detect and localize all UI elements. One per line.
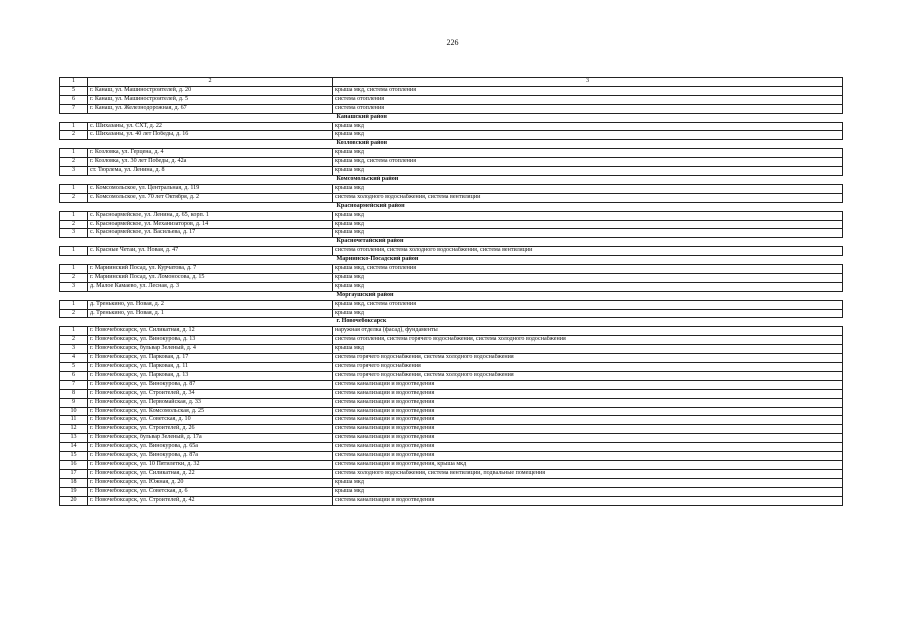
repair-works: крыша мкд [333, 184, 843, 193]
repair-works: крыша мкд [333, 282, 843, 291]
section-spacer [60, 291, 88, 300]
district-title: Красночетайский район [333, 238, 843, 247]
table-row [60, 273, 843, 282]
row-number: 4 [60, 354, 88, 363]
table-row [60, 407, 843, 416]
row-number: 11 [60, 416, 88, 425]
district-title: Комсомольский район [333, 175, 843, 184]
repair-works: крыша мкд, система отопления [333, 86, 843, 95]
section-spacer [60, 238, 88, 247]
section-spacer [88, 318, 333, 327]
column-header-2: 2 [88, 78, 333, 87]
building-address: г. Новочебоксарск, ул. Винокурова, д. 87 [88, 380, 333, 389]
repair-works: крыша мкд [333, 487, 843, 496]
section-spacer [88, 140, 333, 149]
building-address: д. Тренькино, ул. Новая, д. 1 [88, 309, 333, 318]
table-row [60, 398, 843, 407]
table-row [60, 416, 843, 425]
building-address: г. Новочебоксарск, ул. Винокурова, д. 13 [88, 336, 333, 345]
row-number: 2 [60, 336, 88, 345]
repair-works: система канализации и водоотведения [333, 398, 843, 407]
row-number: 16 [60, 460, 88, 469]
district-section-row [60, 113, 843, 122]
repair-works: крыша мкд, система отопления [333, 158, 843, 167]
row-number: 3 [60, 229, 88, 238]
repair-works: система канализации и водоотведения [333, 452, 843, 461]
repair-works: крыша мкд [333, 345, 843, 354]
repair-works: система канализации и водоотведения [333, 425, 843, 434]
building-address: г. Новочебоксарск, ул. Строителей, д. 42 [88, 496, 333, 505]
table-row [60, 460, 843, 469]
building-address: г. Новочебоксарск, ул. Силикатная, д. 22 [88, 469, 333, 478]
section-spacer [88, 256, 333, 265]
row-number: 1 [60, 149, 88, 158]
building-address: с. Шихазаны, ул. СХТ, д. 22 [88, 122, 333, 131]
row-number: 15 [60, 452, 88, 461]
repair-works: система канализации и водоотведения [333, 496, 843, 505]
row-number: 7 [60, 380, 88, 389]
district-section-row [60, 202, 843, 211]
table-row [60, 193, 843, 202]
building-address: г. Мариинский Посад, ул. Ломоносова, д. 15 [88, 273, 333, 282]
table-row [60, 452, 843, 461]
repair-works: система канализации и водоотведения, крыша мкд [333, 460, 843, 469]
building-address: г. Новочебоксарск, ул. Винокурова, д. 65а [88, 443, 333, 452]
building-address: г. Новочебоксарск, ул. Южная, д. 20 [88, 478, 333, 487]
row-number: 6 [60, 95, 88, 104]
row-number: 5 [60, 363, 88, 372]
repair-works: крыша мкд [333, 131, 843, 140]
column-header-1: 1 [60, 78, 88, 87]
building-address: с. Шихазаны, ул. 40 лет Победы, д. 16 [88, 131, 333, 140]
repair-works: система горячего водоснабжения, система холодного водоснабжения [333, 354, 843, 363]
repair-works: крыша мкд [333, 309, 843, 318]
building-address: г. Новочебоксарск, ул. Советская, д. 10 [88, 416, 333, 425]
building-address: г. Канаш, ул. Машиностроителей, д. 20 [88, 86, 333, 95]
repair-works: крыша мкд [333, 122, 843, 131]
page-number: 226 [446, 38, 459, 47]
row-number: 1 [60, 184, 88, 193]
building-address: ст. Тюрлема, ул. Ленина, д. 8 [88, 167, 333, 176]
district-section-row [60, 291, 843, 300]
district-section-row [60, 238, 843, 247]
building-address: г. Новочебоксарск, бульвар Зеленый, д. 4 [88, 345, 333, 354]
building-address: г. Новочебоксарск, ул. Парковая, д. 17 [88, 354, 333, 363]
row-number: 2 [60, 273, 88, 282]
section-spacer [60, 113, 88, 122]
table-row [60, 247, 843, 256]
repair-works: система горячего водоснабжения, система холодного водоснабжения [333, 371, 843, 380]
district-section-row [60, 140, 843, 149]
section-spacer [60, 202, 88, 211]
building-address: г. Новочебоксарск, ул. Парковая, д. 13 [88, 371, 333, 380]
table-row [60, 211, 843, 220]
table-row [60, 184, 843, 193]
building-address: г. Козловка, ул. 30 лет Победы, д. 42а [88, 158, 333, 167]
district-section-row [60, 256, 843, 265]
building-address: д. Малое Камаево, ул. Лесная, д. 3 [88, 282, 333, 291]
row-number: 17 [60, 469, 88, 478]
table-row [60, 86, 843, 95]
repair-works: крыша мкд [333, 478, 843, 487]
district-title: Канашский район [333, 113, 843, 122]
row-number: 5 [60, 86, 88, 95]
table-row [60, 327, 843, 336]
repair-works: крыша мкд [333, 273, 843, 282]
row-number: 10 [60, 407, 88, 416]
repair-works: система отопления, система горячего водоснабжения, система холодного водоснабжения [333, 336, 843, 345]
building-address: с. Красноармейское, ул. Васильева, д. 17 [88, 229, 333, 238]
row-number: 20 [60, 496, 88, 505]
table-row [60, 487, 843, 496]
repair-works: крыша мкд, система отопления [333, 265, 843, 274]
row-number: 14 [60, 443, 88, 452]
repair-works: система отопления [333, 104, 843, 113]
table-row [60, 158, 843, 167]
column-header-3: 3 [333, 78, 843, 87]
building-address: г. Новочебоксарск, ул. Первомайская, д. 33 [88, 398, 333, 407]
repair-works: крыша мкд [333, 211, 843, 220]
section-spacer [60, 140, 88, 149]
building-address: г. Новочебоксарск, ул. Парковая, д. 11 [88, 363, 333, 372]
repair-works: крыша мкд [333, 229, 843, 238]
row-number: 1 [60, 265, 88, 274]
row-number: 1 [60, 122, 88, 131]
table-body [60, 78, 843, 506]
table-row [60, 354, 843, 363]
repair-works: система горячего водоснабжения [333, 363, 843, 372]
table-row [60, 167, 843, 176]
table-header-row [60, 78, 843, 87]
row-number: 2 [60, 309, 88, 318]
building-address: с. Красные Четаи, ул. Новая, д. 47 [88, 247, 333, 256]
row-number: 3 [60, 345, 88, 354]
row-number: 19 [60, 487, 88, 496]
row-number: 1 [60, 247, 88, 256]
building-address: с. Красноармейское, ул. Ленина, д. 65, корп. 1 [88, 211, 333, 220]
table-row [60, 122, 843, 131]
table-row [60, 104, 843, 113]
district-section-row [60, 318, 843, 327]
repair-works: крыша мкд [333, 149, 843, 158]
row-number: 2 [60, 193, 88, 202]
building-address: г. Новочебоксарск, ул. Советская, д. 6 [88, 487, 333, 496]
building-address: г. Канаш, ул. Железнодорожная, д. 67 [88, 104, 333, 113]
table-row [60, 380, 843, 389]
section-spacer [60, 175, 88, 184]
table-row [60, 300, 843, 309]
repair-works: система канализации и водоотведения [333, 416, 843, 425]
repair-works: система отопления, система холодного водоснабжения, система вентиляции [333, 247, 843, 256]
row-number: 12 [60, 425, 88, 434]
district-title: г. Новочебоксарск [333, 318, 843, 327]
repair-works: система отопления [333, 95, 843, 104]
table-row [60, 309, 843, 318]
repair-works: система холодного водоснабжения, система вентиляции, подвальные помещения [333, 469, 843, 478]
repair-works: система канализации и водоотведения [333, 407, 843, 416]
row-number: 1 [60, 327, 88, 336]
table-row [60, 478, 843, 487]
table-row [60, 496, 843, 505]
table-row [60, 220, 843, 229]
row-number: 13 [60, 434, 88, 443]
table-row [60, 469, 843, 478]
building-address: г. Канаш, ул. Машиностроителей, д. 5 [88, 95, 333, 104]
repair-works: наружная отделка (фасад), фундаменты [333, 327, 843, 336]
table-row [60, 336, 843, 345]
repair-works: система канализации и водоотведения [333, 434, 843, 443]
building-address: г. Новочебоксарск, ул. Строителей, д. 34 [88, 389, 333, 398]
district-title: Козловский район [333, 140, 843, 149]
row-number: 7 [60, 104, 88, 113]
table-row [60, 389, 843, 398]
row-number: 9 [60, 398, 88, 407]
row-number: 3 [60, 282, 88, 291]
repair-works: система канализации и водоотведения [333, 443, 843, 452]
section-spacer [88, 113, 333, 122]
row-number: 8 [60, 389, 88, 398]
section-spacer [88, 175, 333, 184]
section-spacer [88, 238, 333, 247]
table-row [60, 425, 843, 434]
district-title: Мариинско-Посадский район [333, 256, 843, 265]
table-row [60, 229, 843, 238]
building-address: г. Новочебоксарск, ул. Комсомольская, д. 25 [88, 407, 333, 416]
building-address: г. Мариинский Посад, ул. Курчатова, д. 7 [88, 265, 333, 274]
table-row [60, 149, 843, 158]
row-number: 1 [60, 300, 88, 309]
building-address: г. Козловка, ул. Герцена, д. 4 [88, 149, 333, 158]
building-address: с. Комсомольское, ул. 70 лет Октября, д. 2 [88, 193, 333, 202]
row-number: 6 [60, 371, 88, 380]
repair-works: крыша мкд, система отопления [333, 300, 843, 309]
table-row [60, 371, 843, 380]
row-number: 18 [60, 478, 88, 487]
district-section-row [60, 175, 843, 184]
table-row [60, 345, 843, 354]
repair-registry-table [59, 77, 843, 506]
building-address: д. Тренькино, ул. Новая, д. 2 [88, 300, 333, 309]
row-number: 2 [60, 158, 88, 167]
row-number: 2 [60, 131, 88, 140]
building-address: г. Новочебоксарск, ул. Строителей, д. 26 [88, 425, 333, 434]
repair-works: система холодного водоснабжения, система вентиляции [333, 193, 843, 202]
table-row [60, 131, 843, 140]
table-row [60, 443, 843, 452]
table-row [60, 265, 843, 274]
building-address: г. Новочебоксарск, бульвар Зеленый, д. 17а [88, 434, 333, 443]
building-address: с. Красноармейское, ул. Механизаторов, д. 14 [88, 220, 333, 229]
section-spacer [88, 202, 333, 211]
table-row [60, 95, 843, 104]
repair-works: система канализации и водоотведения [333, 380, 843, 389]
table-row [60, 434, 843, 443]
building-address: г. Новочебоксарск, ул. Силикатная, д. 12 [88, 327, 333, 336]
district-title: Моргаушский район [333, 291, 843, 300]
section-spacer [60, 318, 88, 327]
row-number: 1 [60, 211, 88, 220]
repair-works: крыша мкд [333, 220, 843, 229]
building-address: г. Новочебоксарск, ул. Винокурова, д. 87а [88, 452, 333, 461]
section-spacer [60, 256, 88, 265]
table-row [60, 363, 843, 372]
repair-works: крыша мкд [333, 167, 843, 176]
repair-works: система канализации и водоотведения [333, 389, 843, 398]
building-address: г. Новочебоксарск, ул. 10 Пятилетки, д. 32 [88, 460, 333, 469]
table-row [60, 282, 843, 291]
building-address: с. Комсомольское, ул. Центральная, д. 119 [88, 184, 333, 193]
row-number: 3 [60, 167, 88, 176]
section-spacer [88, 291, 333, 300]
district-title: Красноармейский район [333, 202, 843, 211]
row-number: 2 [60, 220, 88, 229]
